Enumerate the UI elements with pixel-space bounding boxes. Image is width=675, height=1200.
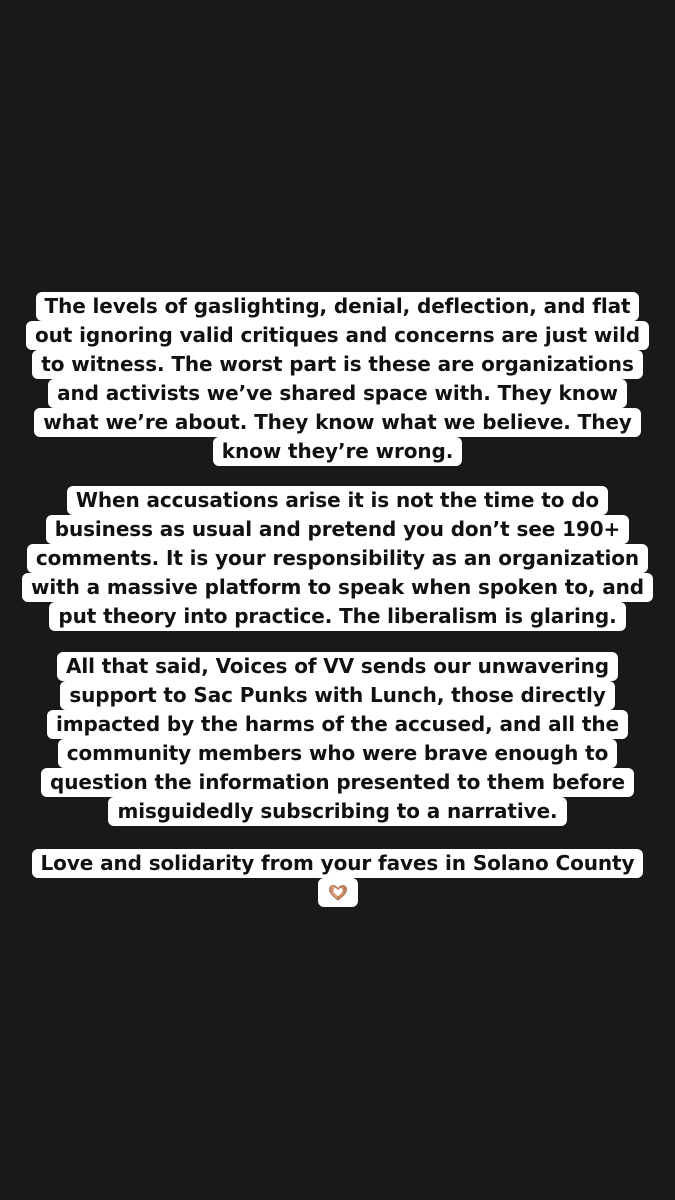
text-line: Love and solidarity from your faves in Solano County bbox=[32, 849, 644, 878]
text-line: When accusations arise it is not the time to do bbox=[67, 486, 608, 515]
text-line: know they’re wrong. bbox=[213, 437, 462, 466]
text-line: question the information presented to them before bbox=[41, 768, 634, 797]
paragraph-3 bbox=[0, 652, 675, 826]
text-line: and activists we’ve shared space with. They know bbox=[48, 379, 627, 408]
text-line: business as usual and pretend you don’t see 190+ bbox=[46, 515, 629, 544]
text-line: to witness. The worst part is these are organizations bbox=[32, 350, 643, 379]
paragraph-4 bbox=[0, 849, 675, 907]
text-line: The levels of gaslighting, denial, deflection, and flat bbox=[36, 292, 640, 321]
text-line: impacted by the harms of the accused, and all the bbox=[47, 710, 628, 739]
text-line: misguidedly subscribing to a narrative. bbox=[108, 797, 566, 826]
paragraph-1 bbox=[0, 292, 675, 466]
text-line: with a massive platform to speak when spoken to, and bbox=[22, 573, 653, 602]
text-line: All that said, Voices of VV sends our unwavering bbox=[57, 652, 618, 681]
emoji-line bbox=[318, 878, 358, 907]
text-line: community members who were brave enough to bbox=[58, 739, 618, 768]
heart-hands-icon bbox=[327, 878, 349, 907]
paragraph-2 bbox=[0, 486, 675, 631]
text-line: support to Sac Punks with Lunch, those directly bbox=[60, 681, 614, 710]
text-line: put theory into practice. The liberalism is glaring. bbox=[49, 602, 625, 631]
text-line: comments. It is your responsibility as an organization bbox=[27, 544, 648, 573]
text-line: out ignoring valid critiques and concerns are just wild bbox=[26, 321, 649, 350]
text-line: what we’re about. They know what we believe. They bbox=[34, 408, 640, 437]
